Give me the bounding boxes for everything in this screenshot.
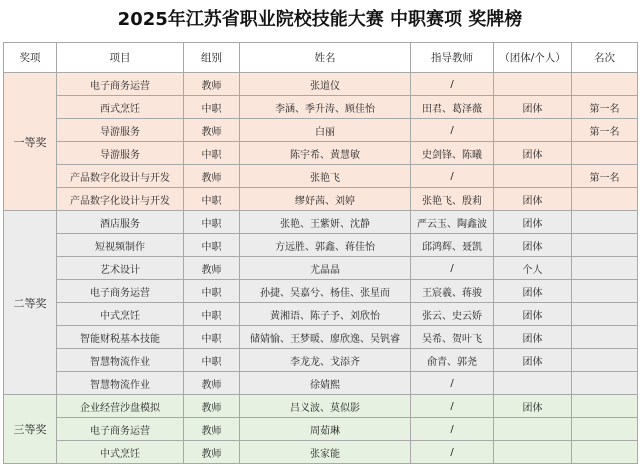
cell-project: 艺术设计 [57, 257, 184, 280]
cell-type [494, 372, 572, 395]
cell-group: 教师 [184, 395, 240, 418]
table-row [4, 395, 638, 418]
cell-project: 西式烹饪 [57, 96, 184, 119]
cell-group: 教师 [184, 372, 240, 395]
cell-teacher: 张艳飞、殷莉 [411, 188, 494, 211]
cell-name: 李涵、季升涛、顾佳怡 [240, 96, 411, 119]
cell-name: 缪妤茜、刘婷 [240, 188, 411, 211]
cell-teacher: / [411, 441, 494, 464]
col-header-award: 奖项 [4, 43, 57, 73]
cell-name: 张道仪 [240, 73, 411, 96]
cell-type: 团体 [494, 326, 572, 349]
cell-project: 短视频制作 [57, 234, 184, 257]
cell-group: 教师 [184, 257, 240, 280]
cell-project: 酒店服务 [57, 211, 184, 234]
cell-project: 智慧物流作业 [57, 372, 184, 395]
cell-group: 教师 [184, 73, 240, 96]
cell-group: 中职 [184, 142, 240, 165]
cell-name: 孙捷、吴嘉兮、杨佳、张星而 [240, 280, 411, 303]
cell-teacher: / [411, 372, 494, 395]
cell-teacher: / [411, 257, 494, 280]
cell-type [494, 441, 572, 464]
cell-project: 产品数字化设计与开发 [57, 165, 184, 188]
cell-group: 教师 [184, 441, 240, 464]
cell-name: 储婧愉、王梦暖、廖欣逸、吴钒睿 [240, 326, 411, 349]
cell-type [494, 73, 572, 96]
cell-group: 中职 [184, 234, 240, 257]
cell-project: 电子商务运营 [57, 418, 184, 441]
cell-type: 团体 [494, 142, 572, 165]
cell-project: 产品数字化设计与开发 [57, 188, 184, 211]
cell-project: 中式烹饪 [57, 303, 184, 326]
cell-group: 中职 [184, 188, 240, 211]
cell-group: 中职 [184, 326, 240, 349]
table-row [4, 349, 638, 372]
cell-group: 中职 [184, 349, 240, 372]
col-header-project: 项目 [57, 43, 184, 73]
cell-teacher: 吴希、贺叶飞 [411, 326, 494, 349]
cell-teacher: / [411, 165, 494, 188]
cell-project: 智慧物流作业 [57, 349, 184, 372]
cell-name: 李龙龙、戈添齐 [240, 349, 411, 372]
cell-teacher: / [411, 418, 494, 441]
cell-project: 电子商务运营 [57, 280, 184, 303]
cell-type: 团体 [494, 395, 572, 418]
award-level: 三等奖 [4, 395, 57, 464]
cell-rank: 第一名 [572, 165, 638, 188]
cell-name: 徐婧熙 [240, 372, 411, 395]
cell-project: 智能财税基本技能 [57, 326, 184, 349]
cell-project: 电子商务运营 [57, 73, 184, 96]
table-row [4, 234, 638, 257]
cell-type [494, 119, 572, 142]
table-header-row [4, 43, 638, 73]
cell-rank [572, 303, 638, 326]
cell-type: 团体 [494, 303, 572, 326]
col-header-teacher: 指导教师 [411, 43, 494, 73]
cell-teacher: 邱鸿辉、聂凯 [411, 234, 494, 257]
cell-rank: 第一名 [572, 119, 638, 142]
table-row [4, 303, 638, 326]
cell-rank [572, 418, 638, 441]
cell-rank [572, 142, 638, 165]
table-row [4, 418, 638, 441]
cell-teacher: 田君、葛泽薇 [411, 96, 494, 119]
cell-type [494, 165, 572, 188]
cell-name: 周茹琳 [240, 418, 411, 441]
cell-teacher: 张云、史云娇 [411, 303, 494, 326]
table-body [4, 73, 638, 464]
col-header-rank: 名次 [572, 43, 638, 73]
col-header-name: 姓名 [240, 43, 411, 73]
cell-name: 吕义波、莫似影 [240, 395, 411, 418]
table-row [4, 257, 638, 280]
cell-type: 团体 [494, 211, 572, 234]
cell-name: 张艳飞 [240, 165, 411, 188]
table-row [4, 165, 638, 188]
cell-teacher: 俞青、郭尧 [411, 349, 494, 372]
cell-type [494, 418, 572, 441]
cell-rank [572, 73, 638, 96]
cell-name: 张家能 [240, 441, 411, 464]
cell-rank [572, 211, 638, 234]
table-row [4, 73, 638, 96]
cell-teacher: / [411, 395, 494, 418]
cell-project: 中式烹饪 [57, 441, 184, 464]
table-row [4, 96, 638, 119]
cell-type: 团体 [494, 234, 572, 257]
cell-type: 团体 [494, 280, 572, 303]
cell-name: 白丽 [240, 119, 411, 142]
cell-project: 导游服务 [57, 142, 184, 165]
cell-group: 教师 [184, 418, 240, 441]
cell-rank [572, 257, 638, 280]
cell-type: 团体 [494, 96, 572, 119]
cell-group: 中职 [184, 280, 240, 303]
cell-project: 企业经营沙盘模拟 [57, 395, 184, 418]
table-row [4, 142, 638, 165]
cell-group: 教师 [184, 119, 240, 142]
cell-teacher: 严云玉、陶鑫波 [411, 211, 494, 234]
cell-rank [572, 349, 638, 372]
table-row [4, 326, 638, 349]
table-row [4, 441, 638, 464]
cell-name: 方远胜、郭鑫、蒋佳怡 [240, 234, 411, 257]
table-row [4, 280, 638, 303]
table-row [4, 119, 638, 142]
table-row [4, 211, 638, 234]
cell-group: 中职 [184, 211, 240, 234]
cell-group: 中职 [184, 96, 240, 119]
cell-teacher: 史剑锋、陈曦 [411, 142, 494, 165]
cell-rank: 第一名 [572, 96, 638, 119]
cell-rank [572, 280, 638, 303]
page-title: 2025年江苏省职业院校技能大赛 中职赛项 奖牌榜 [117, 9, 523, 30]
cell-rank [572, 188, 638, 211]
table-row [4, 372, 638, 395]
table-row [4, 188, 638, 211]
col-header-group: 组别 [184, 43, 240, 73]
award-level: 二等奖 [4, 211, 57, 395]
cell-type: 个人 [494, 257, 572, 280]
cell-rank [572, 395, 638, 418]
award-level: 一等奖 [4, 73, 57, 211]
cell-project: 导游服务 [57, 119, 184, 142]
cell-type: 团体 [494, 188, 572, 211]
cell-teacher: / [411, 73, 494, 96]
cell-teacher: 王宸羲、蒋骏 [411, 280, 494, 303]
medal-table [3, 42, 638, 464]
col-header-type: （团体/个人） [494, 43, 572, 73]
cell-type: 团体 [494, 349, 572, 372]
cell-teacher: / [411, 119, 494, 142]
cell-group: 教师 [184, 165, 240, 188]
cell-group: 中职 [184, 303, 240, 326]
cell-name: 张艳、王紫妍、沈静 [240, 211, 411, 234]
cell-name: 黄湘语、陈子予、刘欣怡 [240, 303, 411, 326]
cell-rank [572, 234, 638, 257]
cell-name: 陈宇希、黄慧敏 [240, 142, 411, 165]
cell-rank [572, 372, 638, 395]
cell-rank [572, 441, 638, 464]
cell-rank [572, 326, 638, 349]
cell-name: 尤晶晶 [240, 257, 411, 280]
